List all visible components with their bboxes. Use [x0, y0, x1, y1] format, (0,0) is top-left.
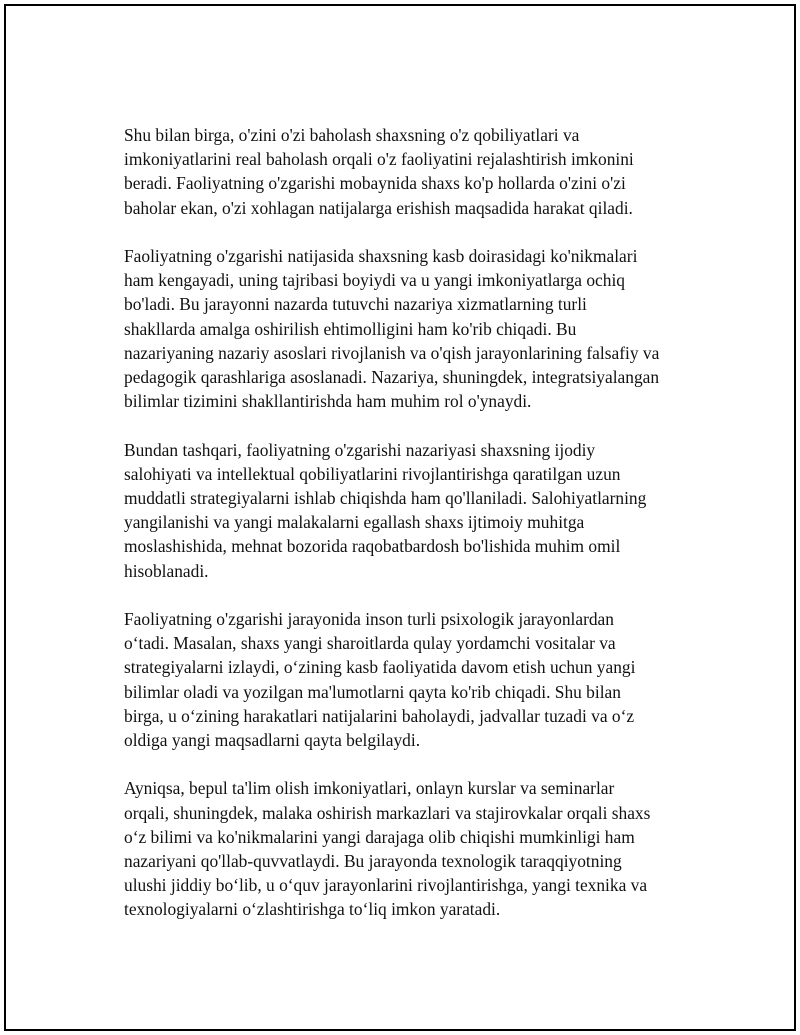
paragraph-5: Ayniqsa, bepul ta'lim olish imkoniyatlari, onlayn kurslar va seminarlar orqali, shuningdek, malaka oshirish markazlari va stajirovkalar orqali shaxs o‘z bilimi va ko'nikmalarini yangi darajaga olib chiqishi mumkinligi ham nazariyani qo'llab-quvvatlaydi. Bu jarayonda texnologik taraqqiyotning ulushi jiddiy bo‘lib, u o‘quv jarayonlarini rivojlantirishga, yangi texnika va texnologiyalarni o‘zlashtirishga to‘liq imkon yaratadi.	[124, 778, 651, 920]
paragraph-4: Faoliyatning o'zgarishi jarayonida inson turli psixologik jarayonlardan o‘tadi. Masalan, shaxs yangi sharoitlarda qulay yordamchi vositalar va strategiyalarni izlaydi, o‘zining kasb faoliyatida davom etish uchun yangi bilimlar oladi va yozilgan ma'lumotlarni qayta ko'rib chiqadi. Shu bilan birga, u o‘zining harakatlari natijalarini baholaydi, jadvallar tuzadi va o‘z oldiga yangi maqsadlarni qayta belgilaydi.	[124, 609, 636, 751]
paragraph-3: Bundan tashqari, faoliyatning o'zgarishi nazariyasi shaxsning ijodiy salohiyati va intellektual qobiliyatlarini rivojlantirishga qaratilgan uzun muddatli strategiyalarni ishlab chiqishda ham qo'llaniladi. Salohiyatlarning yangilanishi va yangi malakalarni egallash shaxs ijtimoiy muhitga moslashishida, mehnat bozorida raqobatbardosh bo'lishida muhim omil hisoblanadi.	[124, 439, 647, 581]
page-frame	[4, 4, 796, 1031]
paragraph-2: Faoliyatning o'zgarishi natijasida shaxsning kasb doirasidagi ko'nikmalari ham kengayadi, uning tajribasi boyiydi va u yangi imkoniyatlarga ochiq bo'ladi. Bu jarayonni nazarda tutuvchi nazariya xizmatlarning turli shakllarda amalga oshirilish ehtimolligini ham ko'rib chiqadi. Bu nazariyaning nazariy asoslari rivojlanish va o'qish jarayonlarining falsafiy va pedagogik qarashlariga asoslanadi. Nazariya, shuningdek, integratsiyalangan bilimlar tizimini shakllantirishda ham muhim rol o'ynaydi.	[124, 246, 660, 412]
paragraph-1: Shu bilan birga, o'zini o'zi baholash shaxsning o'z qobiliyatlari va imkoniyatlarini real baholash orqali o'z faoliyatini rejalashtirish imkonini beradi. Faoliyatning o'zgarishi mobaynida shaxs ko'p hollarda o'zini o'zi baholar ekan, o'zi xohlagan natijalarga erishish maqsadida harakat qiladi.	[124, 125, 634, 218]
document-body	[124, 123, 704, 946]
